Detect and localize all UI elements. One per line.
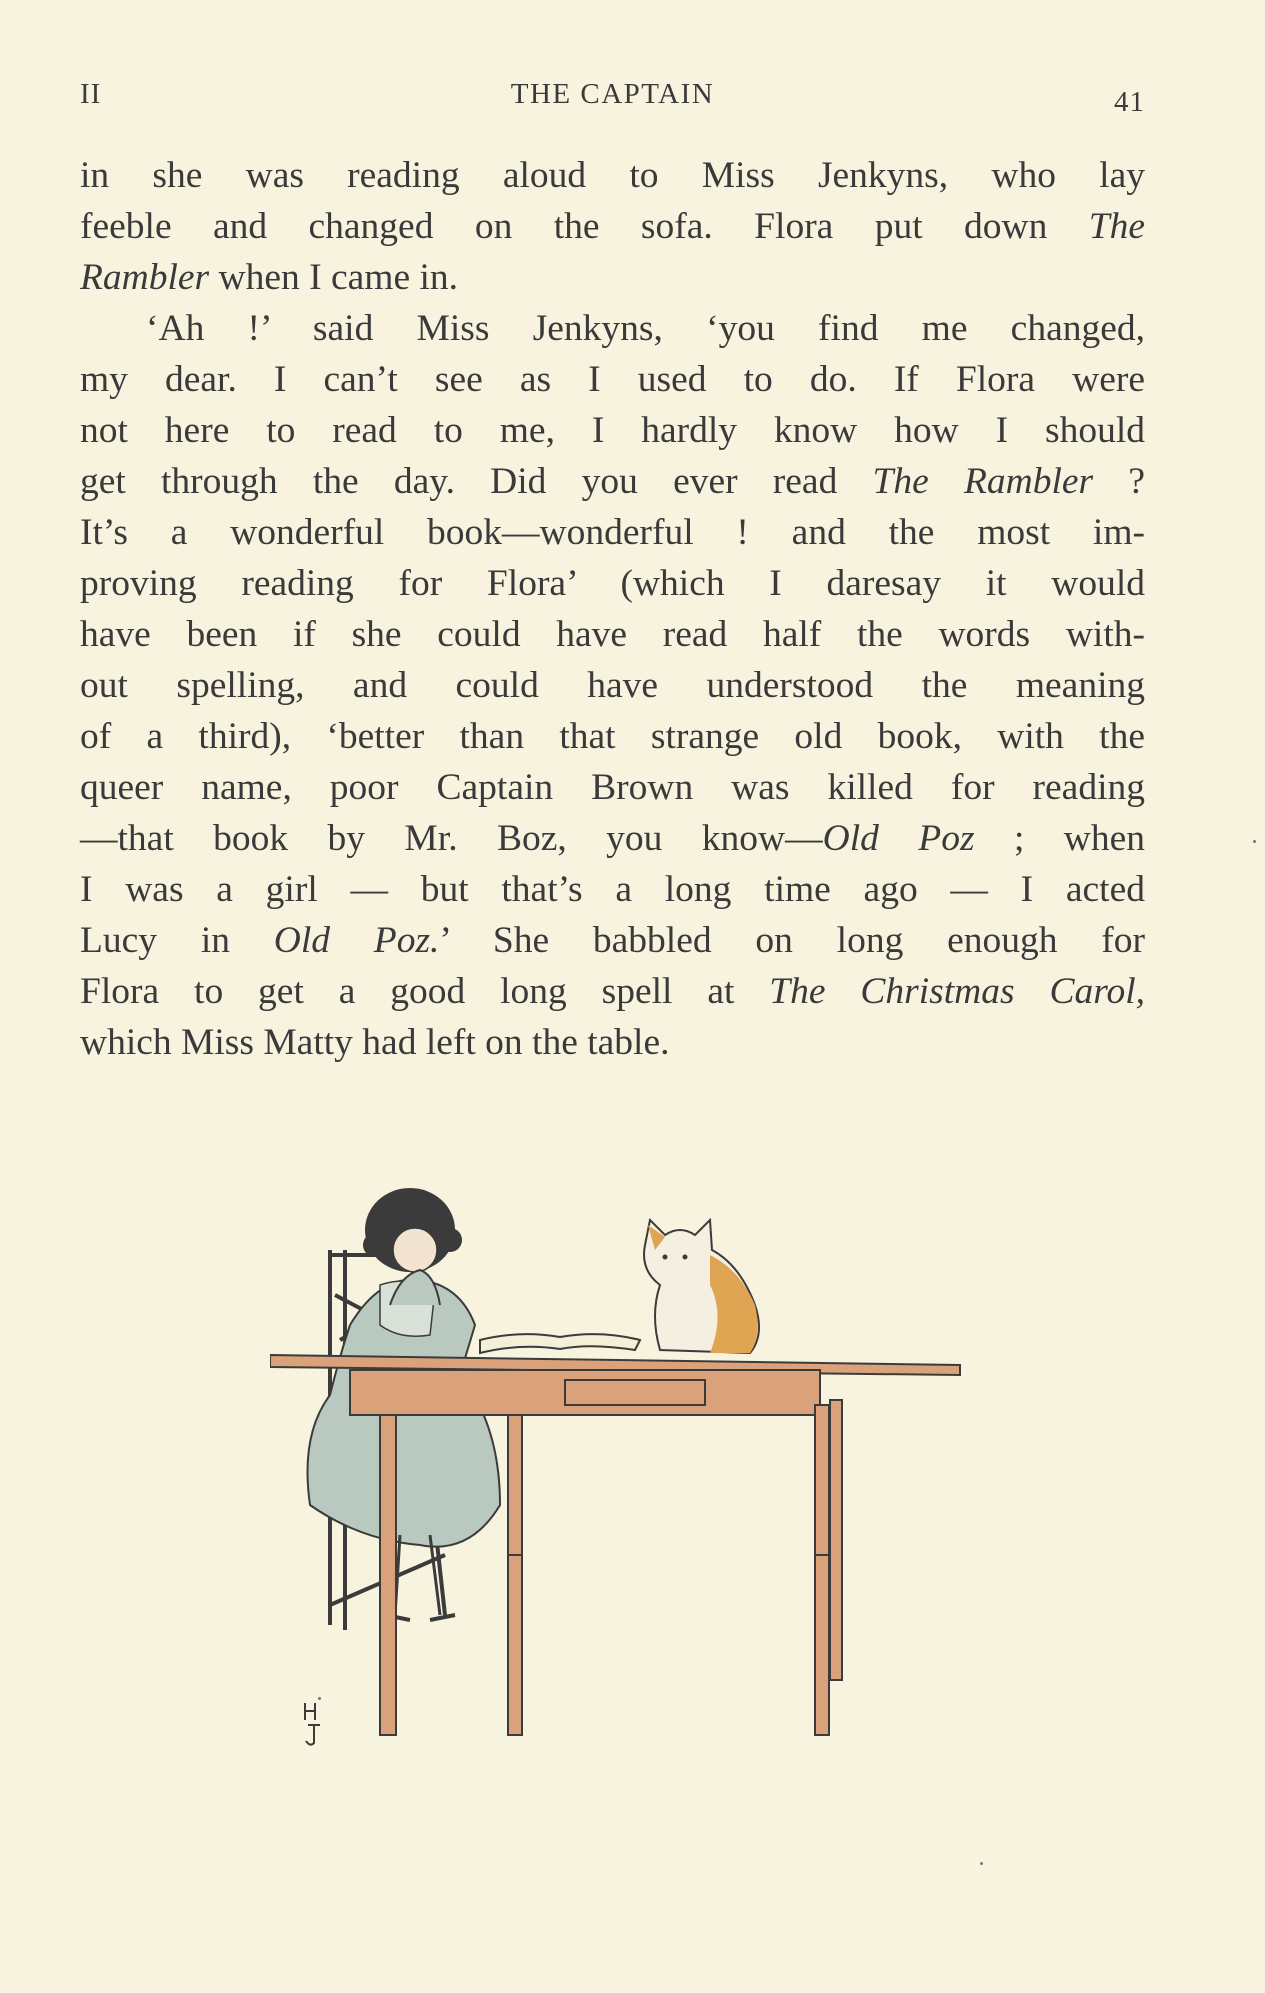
paper-speck <box>1253 840 1256 843</box>
italic-title-text: Rambler <box>80 257 210 298</box>
text-line <box>80 864 1145 915</box>
text-line <box>80 762 1145 813</box>
illustration <box>270 1175 970 1765</box>
text-line <box>80 507 1145 558</box>
text-run: have been if she could have read half the words with- <box>80 614 1145 655</box>
text-run: which Miss Matty had left on the table. <box>80 1022 670 1063</box>
text-run: queer name, poor Captain Brown was killed for reading <box>80 767 1145 808</box>
text-run: —that book by Mr. Boz, you know— <box>80 818 823 859</box>
text-line <box>80 711 1145 762</box>
paper-speck <box>318 1697 321 1700</box>
text-run: proving reading for Flora’ (which I daresay it would <box>80 563 1145 604</box>
italic-title-text: The Rambler <box>872 461 1094 502</box>
text-line <box>80 150 1145 201</box>
table-icon <box>270 1355 960 1735</box>
text-line <box>80 915 1145 966</box>
text-run: Lucy in <box>80 920 274 961</box>
text-line <box>80 201 1145 252</box>
text-run: get through the day. Did you ever read <box>80 461 873 502</box>
italic-title-text: Old Poz. <box>273 920 440 961</box>
body-text <box>80 150 1145 1068</box>
text-line <box>80 303 1145 354</box>
text-line <box>80 966 1145 1017</box>
text-run: when I came in. <box>209 257 459 298</box>
text-run: my dear. I can’t see as I used to do. If Flora were <box>80 359 1145 400</box>
text-line <box>80 558 1145 609</box>
italic-title-text: The Christmas Carol, <box>769 971 1145 1012</box>
text-line <box>80 813 1145 864</box>
text-run: out spelling, and could have understood the meaning <box>80 665 1145 706</box>
text-line <box>80 252 1145 303</box>
page-number: 41 <box>1114 86 1145 118</box>
text-run: of a third), ‘better than that strange old book, with the <box>80 716 1145 757</box>
paper-speck <box>980 1862 983 1865</box>
cat-icon <box>644 1220 759 1353</box>
text-run: ? <box>1093 461 1146 502</box>
text-run: in she was reading aloud to Miss Jenkyns, who lay <box>80 155 1145 196</box>
text-line <box>80 456 1145 507</box>
book-icon <box>480 1334 640 1353</box>
text-run: not here to read to me, I hardly know how I should <box>80 410 1145 451</box>
text-run: ‘Ah !’ said Miss Jenkyns, ‘you find me changed, <box>146 308 1145 349</box>
text-line <box>80 354 1145 405</box>
text-line <box>80 660 1145 711</box>
running-head <box>80 78 1145 118</box>
text-line <box>80 609 1145 660</box>
italic-title-text: Old Poz <box>822 818 975 859</box>
text-run: ’ She babbled on long enough for <box>439 920 1145 961</box>
text-line <box>80 1017 1145 1068</box>
artist-monogram <box>305 1703 320 1745</box>
text-run: ; when <box>974 818 1145 859</box>
text-run: I was a girl — but that’s a long time ago — I acted <box>80 869 1145 910</box>
text-run: feeble and changed on the sofa. Flora put down <box>80 206 1089 247</box>
text-run: It’s a wonderful book—wonderful ! and the most im- <box>80 512 1145 553</box>
chapter-number: II <box>80 78 102 110</box>
text-line <box>80 405 1145 456</box>
italic-title-text: The <box>1088 206 1145 247</box>
running-title: THE CAPTAIN <box>510 78 715 110</box>
text-run: Flora to get a good long spell at <box>80 971 770 1012</box>
girl-reading-with-cat-illustration <box>270 1175 970 1765</box>
